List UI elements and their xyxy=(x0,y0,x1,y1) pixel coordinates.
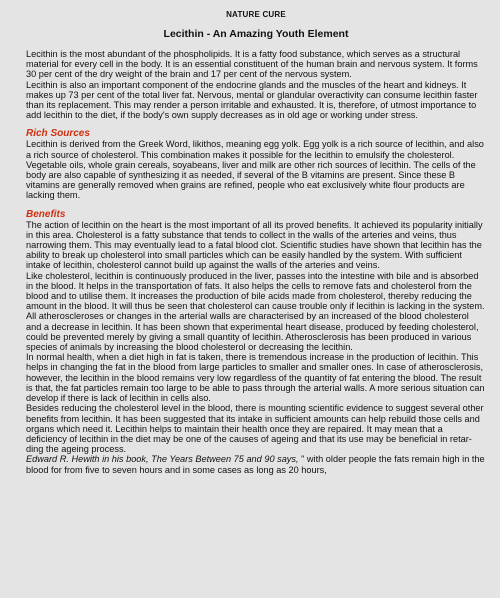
benefits-paragraph-3: All atheroscleroses or changes in the arterial walls are characterised by an increased of the blood cholesterol and a decrease in lecithin. It has been shown that experimental heart disease, produced by feeding cholesterol, could be prevented merely by giving a small quantity of lecithin. Atherosclerosis has been produced in various species of animals by increasing the blood cholesterol or decreasing the lecithin. xyxy=(26,311,479,353)
rich-sources-paragraph: Lecithin is derived from the Greek Word, likithos, meaning egg yolk. Egg yolk is a rich source of lecithin, and also a rich source of cholesterol. This combination makes it possible for the lecithin to emulsify the cholesterol. Vegetable oils, whole grain cereals, soyabeans, liver and milk are other rich sources of lecithin. The cells of the body are also capable of synthesizing it as needed, if several of the B vitamins are present. Since these B vitamins are generally removed when grains are refined, people who eat exclusively white flour products are lacking them. xyxy=(26,139,484,201)
benefits-paragraph-2: Like cholesterol, lecithin is continuously produced in the liver, passes into the intestine with bile and is absorbed in the blood. It helps in the transportation of fats. It also helps the cells to remove fats and cholesterol from the blood and to utilise them. It increases the production of bile acids made from cholesterol, thereby reducing the amount in the blood. It will thus be seen that cholesterol can cause trouble only if lecithin is lacking in the system. xyxy=(26,270,485,312)
intro-paragraph-2: Lecithin is also an important component of the endocrine glands and the muscles of the heart and kidneys. It makes up 73 per cent of the total liver fat. Nervous, mental or glandular overactivity can consume lecithin faster than its replacement. This may render a person irritable and exhausted. It is, therefore, of utmost importance to add lecithin to the diet, if the body's own supply decreases as in old age or working under stress. xyxy=(26,79,478,121)
article-title: Lecithin - An Amazing Youth Element xyxy=(163,28,349,40)
benefits-heading: Benefits xyxy=(26,208,66,220)
book-citation: Edward R. Hewith in his book, The Years Between 75 and 90 says, xyxy=(26,454,299,465)
benefits-paragraph-6 xyxy=(26,454,486,474)
intro-paragraph-1: Lecithin is the most abundant of the phospholipids. It is a fatty food substance, which serves as a structural material for every cell in the body. It is an essential constituent of the human brain and nervous system. It forms 30 per cent of the dry weight of the brain and 17 per cent of the nervous system. xyxy=(26,49,478,80)
publication-header: NATURE CURE xyxy=(226,10,286,19)
benefits-paragraph-5: Besides reducing the cholesterol level in the blood, there is mounting scientific evidence to suggest several other benefits from lecithin. It has been suggested that its intake in sufficient amounts can help rebuild those cells and organs which need it. Lecithin helps to maintain their health once they are repaired. It may mean that a deficiency of lecithin in the diet may be one of the causes of ageing and that its use may be beneficial in retar- ding the ageing process. xyxy=(26,403,484,455)
benefits-paragraph-1: The action of lecithin on the heart is the most important of all its proved benefits. It achieved its popularity initially in this area. Cholesterol is a fatty substance that tends to collect in the walls of the arteries and veins, thus narrowing them. This may eventually lead to a fatal blood clot. Scientific studies have shown that lecithin has the ability to break up cholesterol into small particles which can be easily handled by the system. With sufficient intake of lecithin, cholesterol cannot build up against the walls of the arteries and veins. xyxy=(26,219,483,271)
quote-text: " with older people the fats remain high in the blood for from five to seven hours and in some cases as long as 20 hours, xyxy=(26,454,485,475)
benefits-paragraph-4: In normal health, when a diet high in fat is taken, there is tremendous increase in the production of lecithin. This helps in changing the fat in the blood from large particles to smaller and smaller ones. In case of atherosclerosis, however, the lecithin in the blood remains very low regardless of the quantity of fat entering the blood. The result is that, the fat particles remain too large to be able to pass through the arterial walls. A more serious situation can develop if there is lack of lecithin in cells also. xyxy=(26,352,485,404)
rich-sources-heading: Rich Sources xyxy=(26,128,90,140)
